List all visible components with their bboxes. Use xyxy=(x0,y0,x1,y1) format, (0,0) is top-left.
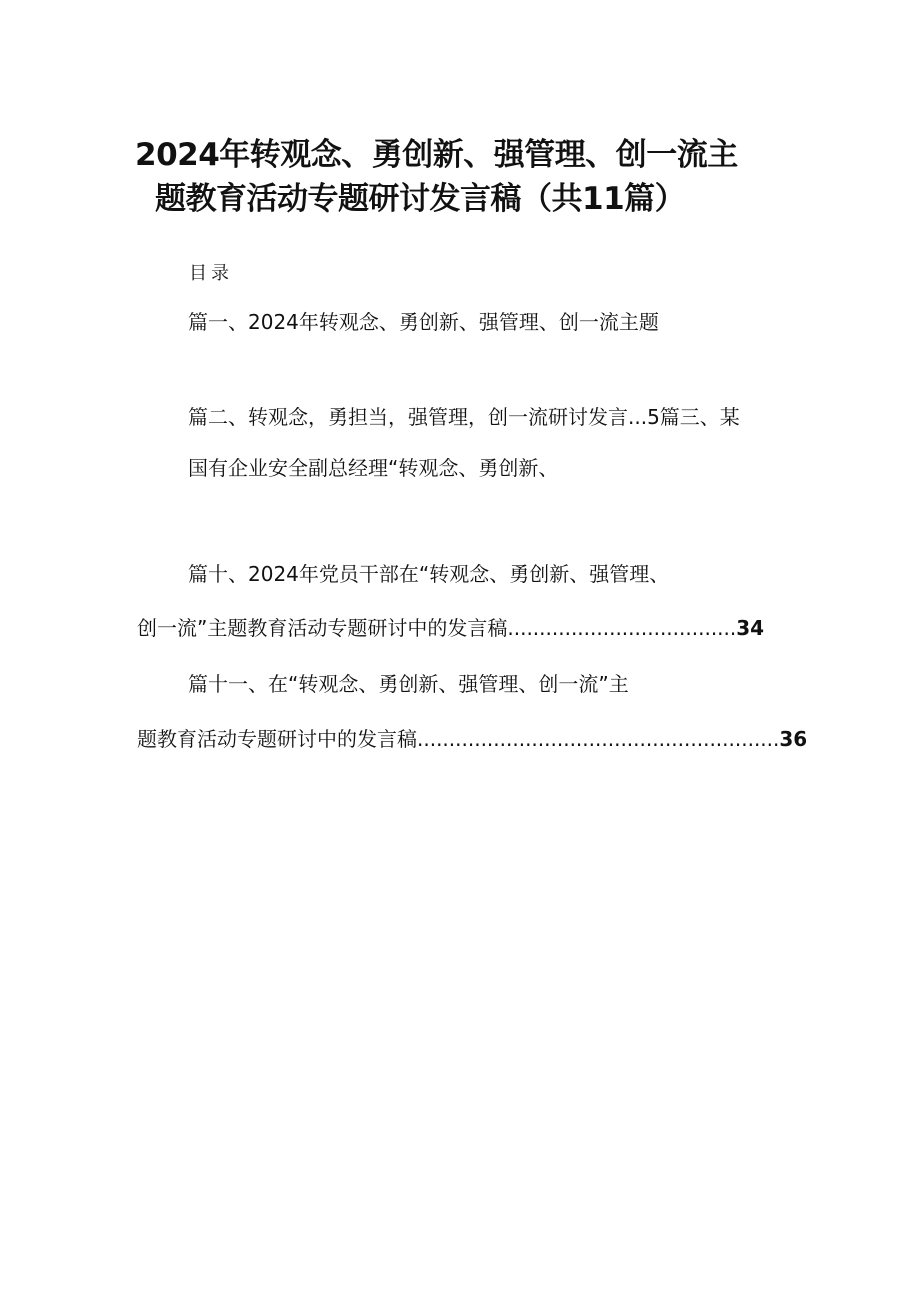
toc-entry-10-cont[interactable] xyxy=(137,615,764,641)
toc-entry-text: 篇十一、在“转观念、勇创新、强管理、创一流”主 xyxy=(188,672,629,696)
title-line-2: 题教育活动专题研讨发言稿（共11篇） xyxy=(155,181,686,217)
title-line-1: 2024年转观念、勇创新、强管理、创一流主 xyxy=(135,137,738,173)
toc-entry-text: 篇十、2024年党员干部在“转观念、勇创新、强管理、 xyxy=(188,562,670,586)
toc-entry-text: 题教育活动专题研讨中的发言稿 xyxy=(137,727,417,751)
toc-leader-dots: .................................... xyxy=(507,616,737,640)
toc-entry-2[interactable] xyxy=(188,404,740,430)
toc-entry-3[interactable] xyxy=(188,455,558,481)
toc-entry-text: 篇二、转观念，勇担当，强管理，创一流研讨发言...5篇三、某 xyxy=(188,405,740,429)
toc-page-number: 36 xyxy=(779,727,808,751)
toc-page-number: 34 xyxy=(736,616,765,640)
toc-entry-11[interactable] xyxy=(188,671,629,697)
toc-heading: 目录 xyxy=(189,263,233,284)
toc-entry-10[interactable] xyxy=(188,561,669,587)
toc-leader-dots: ......................................................... xyxy=(417,727,780,751)
toc-entry-text: 篇一、2024年转观念、勇创新、强管理、创一流主题 xyxy=(188,310,659,334)
toc-entry-text: 创一流”主题教育活动专题研讨中的发言稿 xyxy=(137,616,508,640)
toc-entry-1[interactable] xyxy=(188,309,659,335)
toc-entry-text: 国有企业安全副总经理“转观念、勇创新、 xyxy=(188,456,559,480)
document-title xyxy=(135,133,775,221)
toc-entry-11-cont[interactable] xyxy=(137,726,807,752)
